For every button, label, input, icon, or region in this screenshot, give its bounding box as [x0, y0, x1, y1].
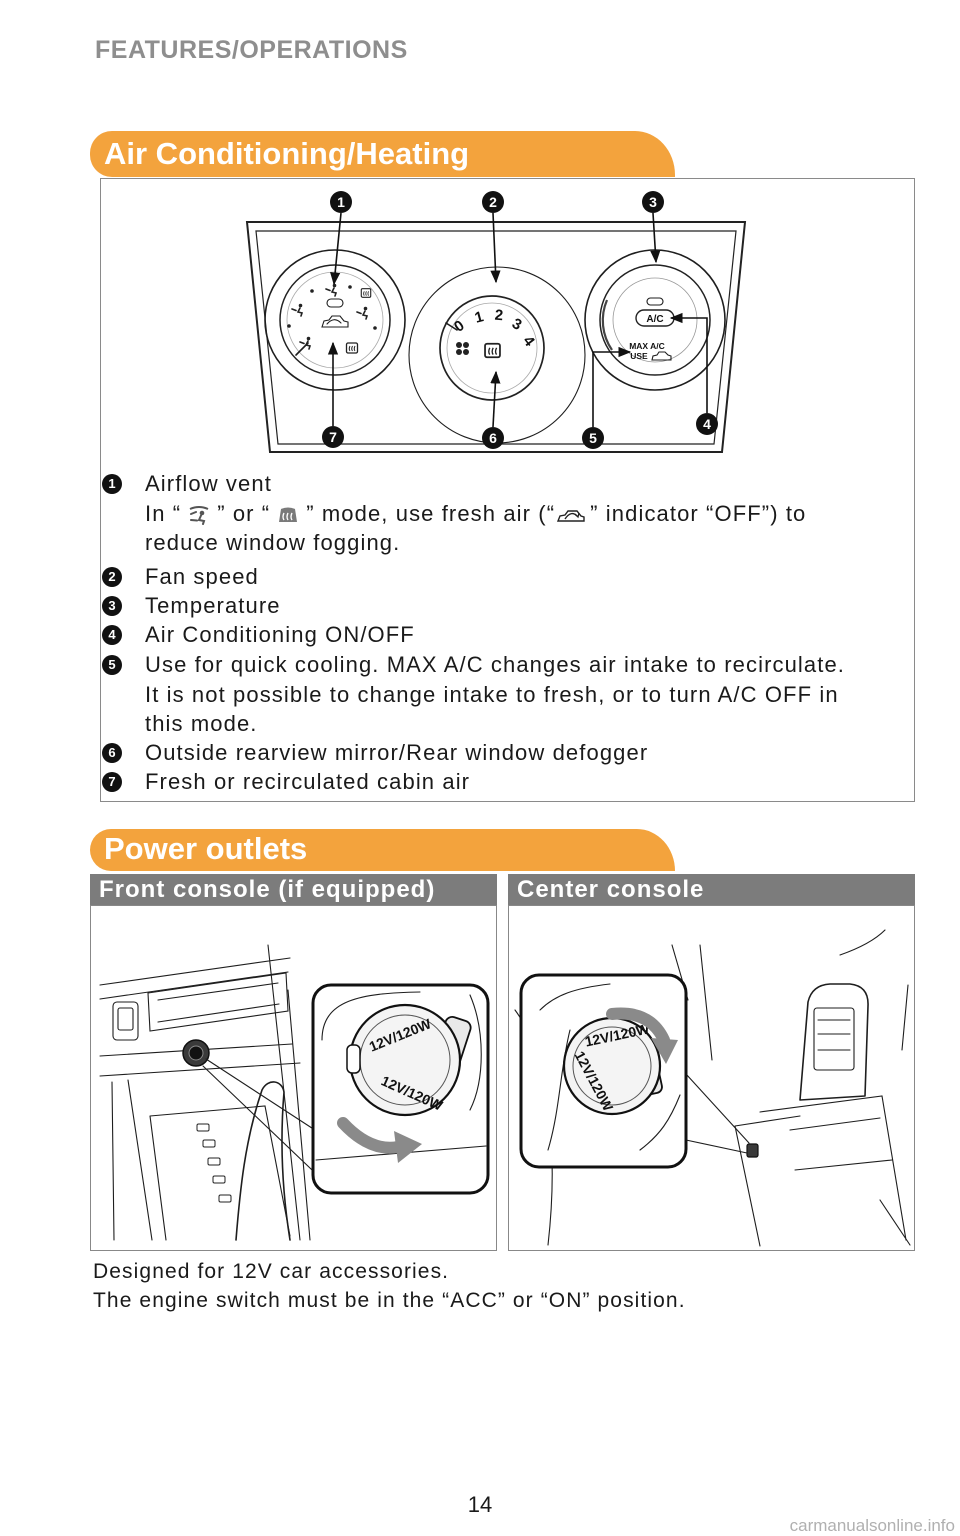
- list-item-ac-on-off: [145, 620, 415, 650]
- max-ac-label: MAX A/C: [629, 341, 665, 351]
- fan-knob-face: [440, 296, 544, 400]
- item-title: Air Conditioning ON/OFF: [145, 622, 415, 647]
- front-console-heading: Front console (if equipped): [90, 874, 497, 905]
- cap-rating-label: 12V/120W: [583, 1020, 651, 1050]
- console-bezel-lines: [100, 945, 310, 1240]
- callout-number: 6: [489, 430, 497, 446]
- arrow-2: [493, 213, 496, 282]
- item-title: Temperature: [145, 593, 281, 618]
- callout-5: [582, 427, 604, 449]
- fan-speed-knob: [409, 267, 585, 443]
- cap-rating-label: 12V/120W: [378, 1072, 446, 1114]
- floor-defrost-mode-icon: [187, 505, 211, 525]
- item-title: Fan speed: [145, 564, 259, 589]
- callout-4: [696, 413, 718, 435]
- defroster-mode-icon: [276, 505, 300, 525]
- page-number: 14: [467, 1492, 493, 1517]
- lid-detail: [814, 1008, 854, 1070]
- item-title: Airflow vent: [145, 471, 272, 496]
- callout-number: 2: [489, 194, 497, 210]
- callout-7: [322, 426, 344, 448]
- outlet-note-2: The engine switch must be in the “ACC” or “ON” position.: [93, 1289, 686, 1312]
- item-title: Outside rearview mirror/Rear window defogger: [145, 740, 649, 765]
- item-line: Use for quick cooling. MAX A/C changes air intake to recirculate.: [145, 652, 846, 677]
- recirculation-indicator-icon: [556, 507, 586, 525]
- list-marker-7: 7: [102, 772, 122, 792]
- list-item-fan-speed: [145, 562, 259, 592]
- item-line: this mode.: [145, 711, 258, 736]
- outlet-note-1: Designed for 12V car accessories.: [93, 1260, 450, 1283]
- callout-number: 1: [337, 194, 345, 210]
- note-text: ” or “: [217, 500, 271, 526]
- callout-6: [482, 427, 504, 449]
- list-item-temperature: [145, 591, 281, 621]
- callout-1: [330, 191, 352, 213]
- callout-number: 7: [329, 429, 337, 445]
- armrest-lid: [800, 984, 868, 1100]
- fan-speed-0: 0: [450, 317, 468, 336]
- section-label: FEATURES/OPERATIONS: [95, 36, 408, 64]
- callout-number: 5: [589, 430, 597, 446]
- cap-rating-label: 12V/120W: [366, 1015, 434, 1055]
- ac-section-title: Air Conditioning/Heating: [90, 131, 675, 177]
- use-label: USE: [630, 351, 648, 361]
- list-marker-6: 6: [102, 743, 122, 763]
- callout-number: 4: [703, 416, 711, 432]
- list-item-cabin-air: [145, 767, 470, 797]
- fan-speed-1: 1: [472, 308, 486, 327]
- list-marker-2: 2: [102, 567, 122, 587]
- cap-grip: [347, 1045, 360, 1073]
- center-console-illustration: [508, 905, 915, 1251]
- ac-button-label: A/C: [646, 314, 664, 325]
- watermark: carmanualsonline.info: [789, 1516, 955, 1535]
- note-text: In “: [145, 500, 182, 526]
- list-item-max-ac: [145, 650, 845, 739]
- power-outlets-title: Power outlets: [90, 829, 675, 871]
- front-console-illustration: [90, 905, 497, 1251]
- list-marker-4: 4: [102, 625, 122, 645]
- center-console-heading: Center console: [508, 874, 915, 905]
- power-outlet: [747, 1144, 758, 1157]
- arrow-3: [653, 213, 656, 262]
- shift-gate-indicators: [197, 1124, 231, 1202]
- item-line: It is not possible to change intake to fresh, or to turn A/C OFF in: [145, 681, 839, 707]
- inset-pointer-lines: [686, 1074, 749, 1153]
- callout-2: [482, 191, 504, 213]
- list-item-defogger: [145, 738, 648, 768]
- fan-speed-2: 2: [494, 306, 504, 325]
- cap-rating-label: 12V/120W: [571, 1048, 617, 1114]
- fan-speed-4: 4: [519, 332, 538, 350]
- list-marker-1: 1: [102, 474, 122, 494]
- list-marker-3: 3: [102, 596, 122, 616]
- climate-control-diagram: [100, 178, 915, 468]
- fan-speed-3: 3: [509, 314, 525, 334]
- callout-3: [642, 191, 664, 213]
- callout-number: 3: [649, 194, 657, 210]
- item-title: Fresh or recirculated cabin air: [145, 769, 471, 794]
- list-marker-5: 5: [102, 655, 122, 675]
- note-text: ” mode, use fresh air (“: [306, 500, 556, 526]
- item-note-line: reduce window fogging.: [145, 530, 401, 555]
- temperature-knob: [585, 250, 725, 390]
- list-item-airflow-vent: [145, 469, 806, 558]
- front-console-drawing: [90, 905, 497, 1251]
- center-console-drawing: [508, 905, 915, 1251]
- item-note-line: [145, 499, 806, 529]
- note-text: ” indicator “OFF”) to: [590, 500, 807, 526]
